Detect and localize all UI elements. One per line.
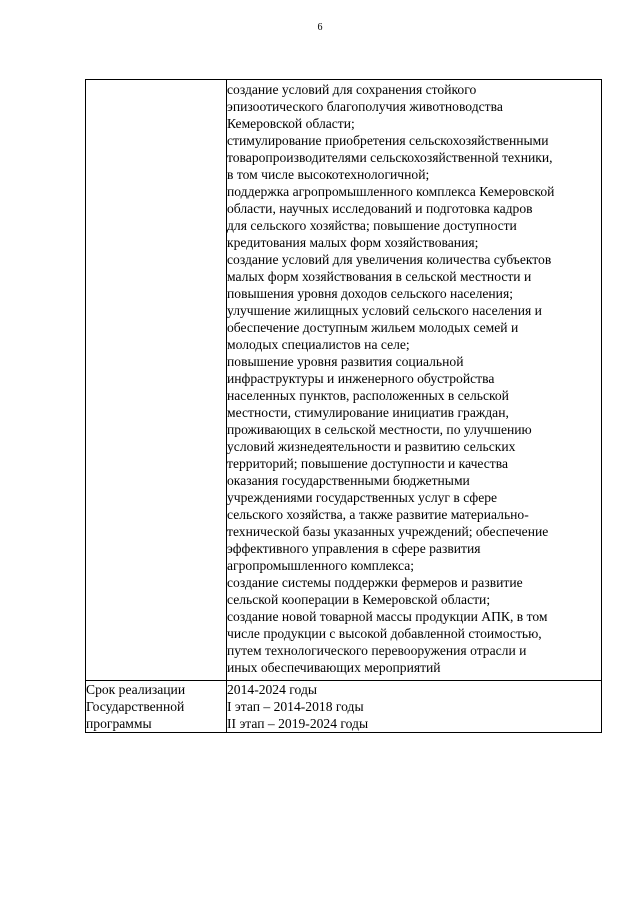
goals-line: оказания государственными бюджетными xyxy=(227,473,470,488)
goals-line: повышение уровня развития социальной xyxy=(227,354,464,369)
goals-line: сельского хозяйства, а также развитие материально- xyxy=(227,507,529,522)
goals-line: инфраструктуры и инженерного обустройства xyxy=(227,371,495,386)
table-row-goals xyxy=(86,80,602,681)
goals-line: в том числе высокотехнологичной; xyxy=(227,167,430,182)
goals-line: создание условий для сохранения стойкого xyxy=(227,82,477,97)
goals-text-cell xyxy=(227,80,602,681)
goals-line: эффективного управления в сфере развития xyxy=(227,541,481,556)
goals-line: стимулирование приобретения сельскохозяйственными xyxy=(227,133,549,148)
goals-line: молодых специалистов на селе; xyxy=(227,337,410,352)
goals-line: эпизоотического благополучия животноводства xyxy=(227,99,503,114)
goals-line: иных обеспечивающих мероприятий xyxy=(227,660,441,675)
goals-line: поддержка агропромышленного комплекса Кемеровской xyxy=(227,184,555,199)
table-row-term xyxy=(86,681,602,733)
goals-line: населенных пунктов, расположенных в сельской xyxy=(227,388,509,403)
goals-line: улучшение жилищных условий сельского населения и xyxy=(227,303,542,318)
term-line: I этап – 2014-2018 годы xyxy=(227,699,364,714)
goals-line: Кемеровской области; xyxy=(227,116,355,131)
goals-line: обеспечение доступным жильем молодых семей и xyxy=(227,320,519,335)
term-line: 2014-2024 годы xyxy=(227,682,317,697)
goals-line: повышения уровня доходов сельского населения; xyxy=(227,286,513,301)
goals-line: путем технологического перевооружения отрасли и xyxy=(227,643,527,658)
goals-line: территорий; повышение доступности и качества xyxy=(227,456,509,471)
term-label-cell xyxy=(86,681,227,733)
goals-line: проживающих в сельской местности, по улучшению xyxy=(227,422,532,437)
goals-line: создание системы поддержки фермеров и развитие xyxy=(227,575,523,590)
goals-line: товаропроизводителями сельскохозяйственной техники, xyxy=(227,150,553,165)
page-number: 6 xyxy=(317,22,323,33)
goals-line: для сельского хозяйства; повышение доступности xyxy=(227,218,517,233)
term-line: II этап – 2019-2024 годы xyxy=(227,716,369,731)
goals-line: кредитования малых форм хозяйствования; xyxy=(227,235,479,250)
term-label-line: Государственной xyxy=(86,699,185,714)
goals-line: технической базы указанных учреждений; обеспечение xyxy=(227,524,549,539)
goals-line: числе продукции с высокой добавленной стоимостью, xyxy=(227,626,542,641)
goals-line: местности, стимулирование инициатив граждан, xyxy=(227,405,509,420)
goals-label-cell xyxy=(86,80,227,681)
goals-line: создание условий для увеличения количества субъектов xyxy=(227,252,552,267)
goals-line: учреждениями государственных услуг в сфере xyxy=(227,490,498,505)
goals-line: агропромышленного комплекса; xyxy=(227,558,415,573)
term-label-line: Срок реализации xyxy=(86,682,186,697)
goals-line: сельской кооперации в Кемеровской области; xyxy=(227,592,491,607)
term-label-line: программы xyxy=(86,716,152,731)
goals-line: области, научных исследований и подготовка кадров xyxy=(227,201,533,216)
goals-line: создание новой товарной массы продукции АПК, в том xyxy=(227,609,548,624)
term-text-cell xyxy=(227,681,602,733)
program-passport-table xyxy=(85,79,602,733)
goals-line: условий жизнедеятельности и развитию сельских xyxy=(227,439,516,454)
goals-line: малых форм хозяйствования в сельской местности и xyxy=(227,269,532,284)
